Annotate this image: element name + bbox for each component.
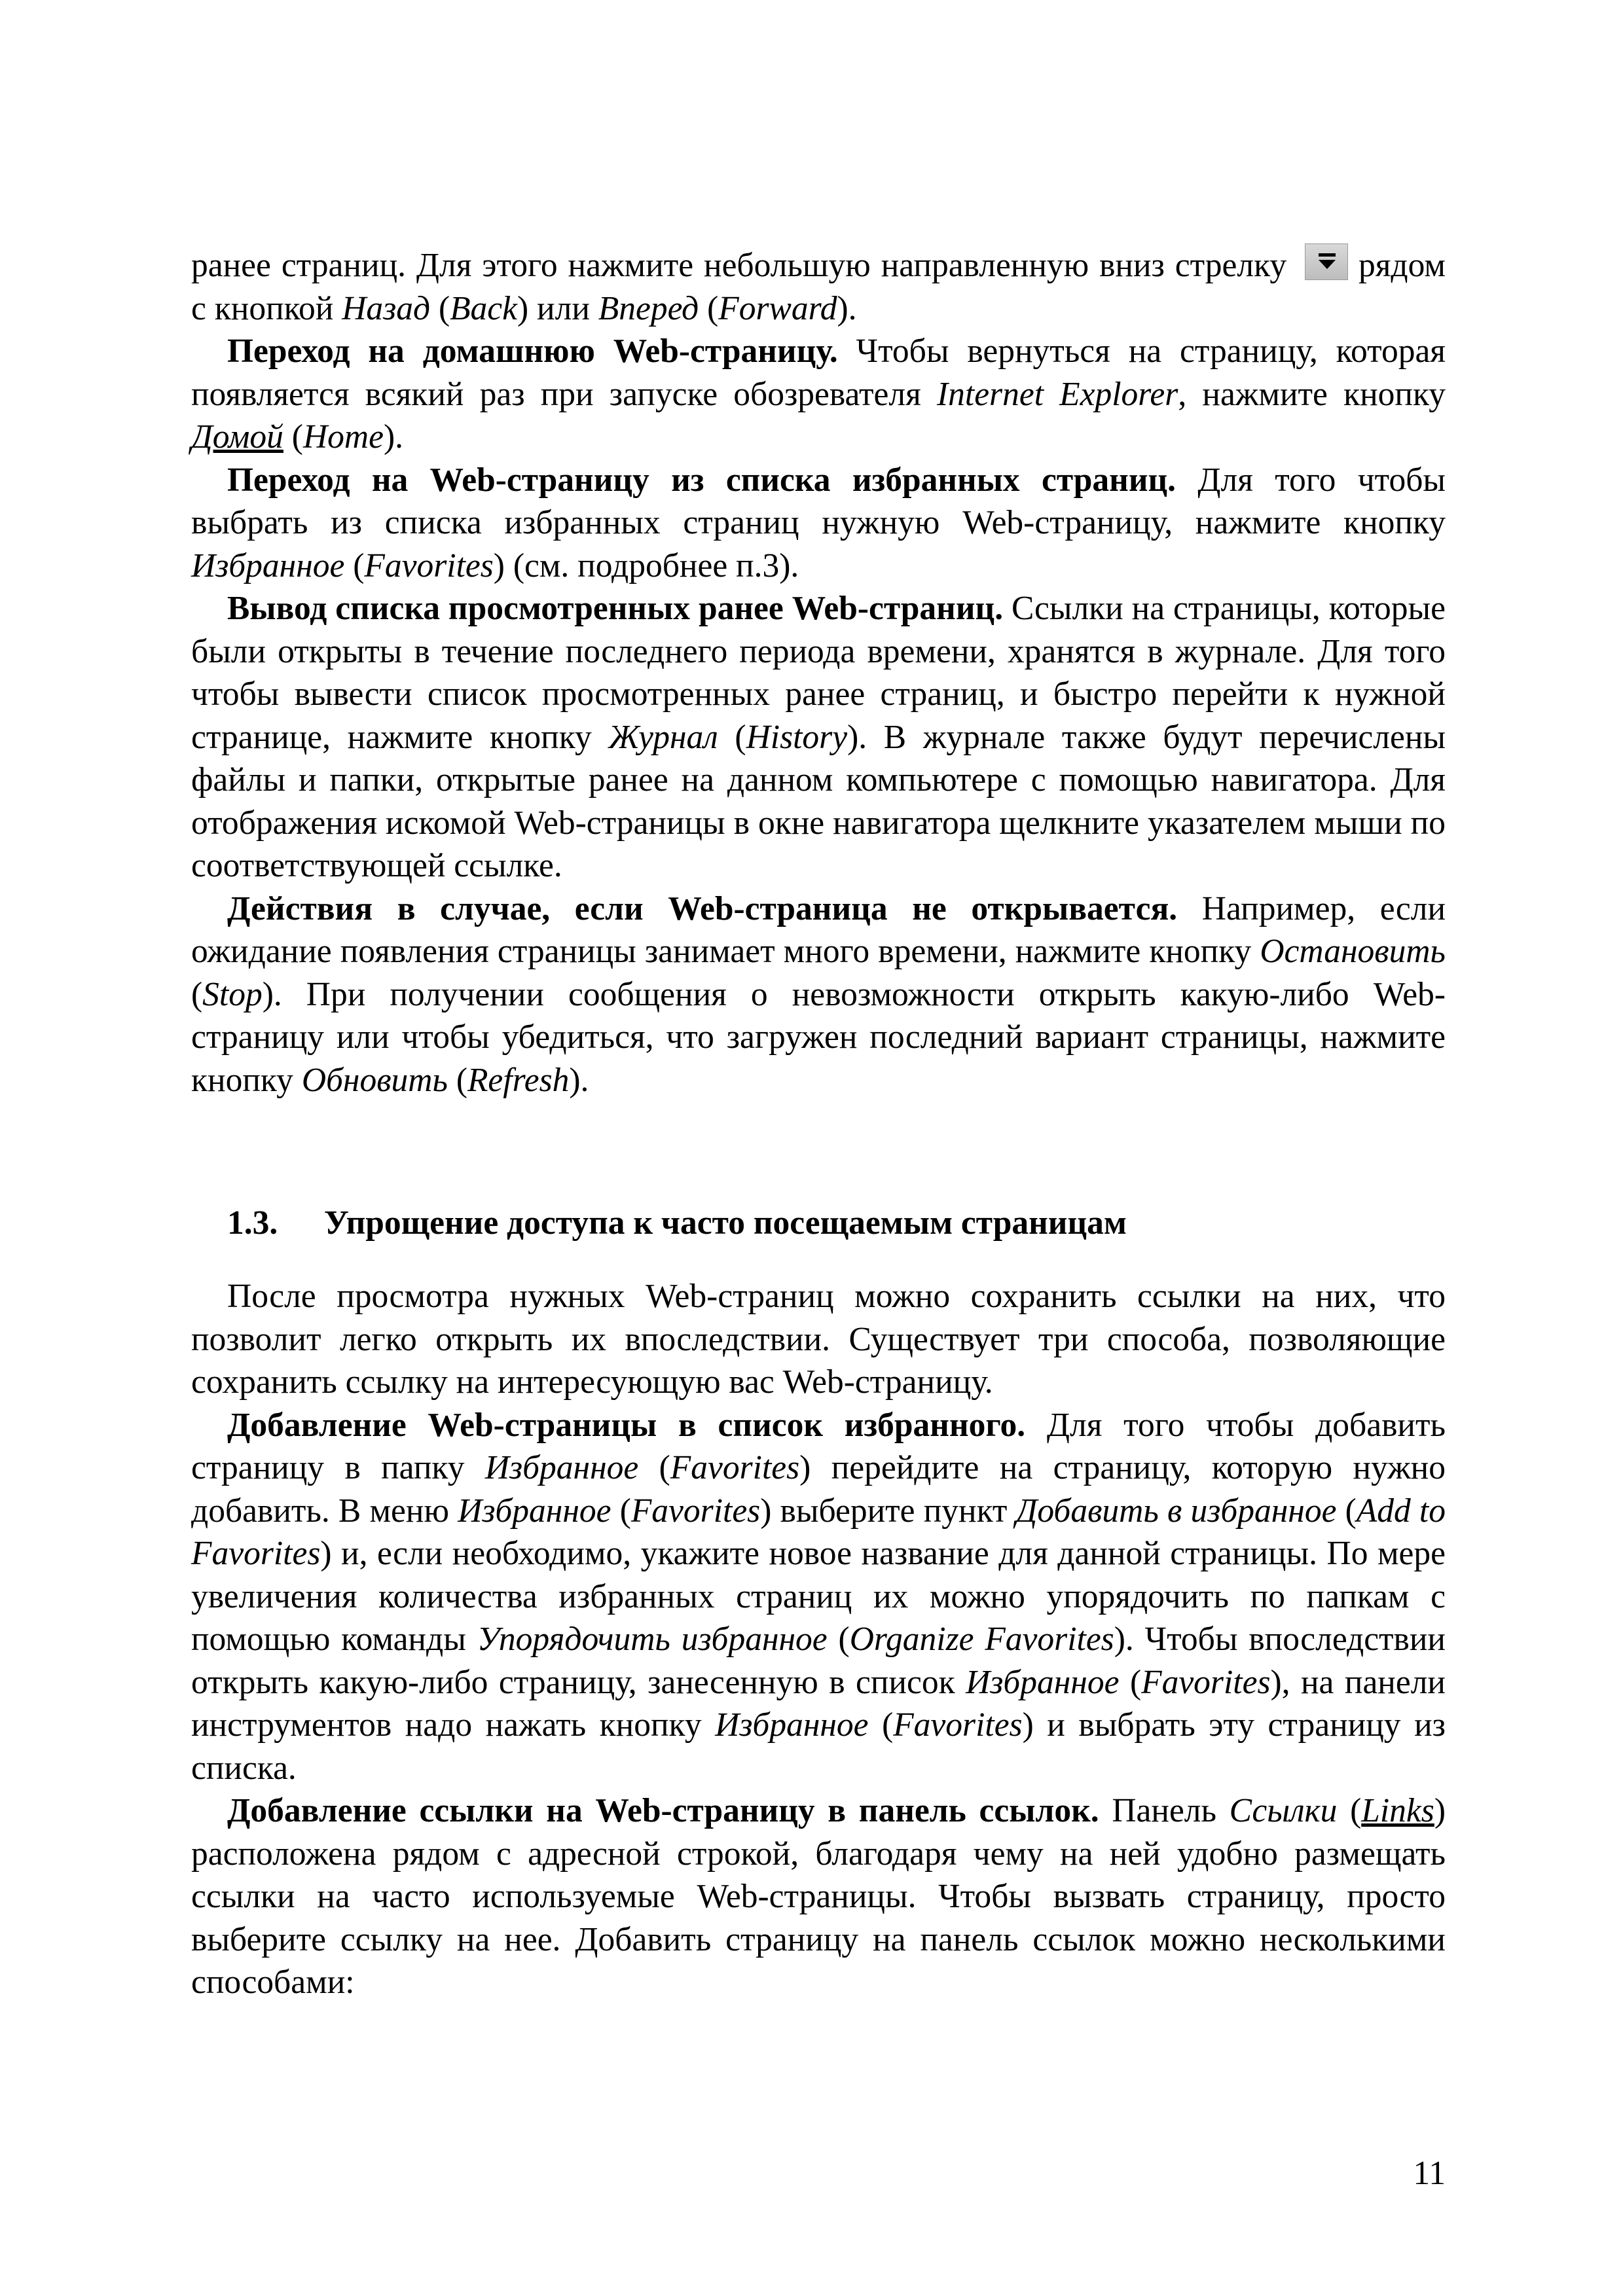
text-run: ).	[383, 418, 403, 456]
text-run: (	[191, 975, 203, 1013]
italic-term: History	[746, 718, 848, 756]
text-run: Для того чтобы выбрать из списка избранных страниц нужную Web-страницу, нажмите кнопку	[191, 461, 1446, 541]
text-run: ) выберите пункт	[760, 1492, 1016, 1530]
text-run: (	[718, 718, 746, 756]
italic-term: Избранное	[458, 1492, 611, 1530]
text-run: рядом с кнопкой	[191, 247, 1446, 327]
paragraph-lead-heading: Добавление ссылки на Web-страницу в панель ссылок.	[227, 1792, 1099, 1829]
italic-term: Обновить	[301, 1061, 448, 1099]
text-run: ), на панели инструментов надо нажать кнопку	[191, 1663, 1446, 1744]
text-run: Например, если ожидание появления страницы занимает много времени, нажмите кнопку	[191, 889, 1446, 970]
italic-term: Favorites	[630, 1492, 761, 1530]
text-run: ) и, если необходимо, укажите новое название для данной страницы. По мере увеличения количества избранных страниц их можно упорядочить по папкам с помощью команды	[191, 1535, 1446, 1658]
italic-term: Organize Favorites	[849, 1621, 1114, 1658]
text-run: (	[283, 418, 303, 456]
text-run: ). В журнале также будут перечислены файлы и папки, открытые ранее на данном компьютере с помощью навигатора. Для отображения искомой Web-страницы в окне навигатора щелкните указателем мыши по соответствующей ссылке.	[191, 718, 1446, 884]
text-run: Панель	[1099, 1792, 1230, 1829]
paragraph-lead-heading: Переход на Web-страницу из списка избранных страниц.	[227, 461, 1176, 499]
italic-term: Refresh	[467, 1061, 570, 1099]
italic-term: Favorites	[1141, 1663, 1271, 1701]
text-run: ). При получении сообщения о невозможности открыть какую-либо Web-страницу или чтобы убедиться, что загружен последний вариант страницы, нажмите кнопку	[191, 975, 1446, 1099]
text-run: ).	[837, 289, 857, 327]
paragraph-favorites-nav	[191, 459, 1446, 588]
text-run: ) или	[517, 289, 598, 327]
text-run: ).	[569, 1061, 589, 1099]
text-run: (	[344, 547, 365, 584]
text-run: ). Чтобы впоследствии открыть какую-либо страницу, занесенную в список	[191, 1621, 1446, 1701]
text-run: (	[827, 1621, 850, 1658]
italic-term: Internet Explorer	[936, 375, 1178, 413]
text-run: Ссылки на страницы, которые были открыты в течение последнего периода времени, хранятся в журнале. Для того чтобы вывести список просмотренных ранее страниц, и быстро перейти к нужной странице, нажмите кнопку	[191, 590, 1446, 756]
text-run: ) (см. подробнее п.3).	[493, 547, 799, 584]
text-run: После просмотра нужных Web-страниц можно сохранить ссылки на них, что позволит легко открыть их впоследствии. Существует три способа, позволяющие сохранить ссылку на интересующую вас Web-страницу.	[191, 1278, 1446, 1401]
section-title: Упрощение доступа к часто посещаемым страницам	[324, 1204, 1127, 1242]
italic-term: Добавить в избранное	[1015, 1492, 1337, 1530]
section-number: 1.3.	[227, 1204, 278, 1242]
text-run: ) расположена рядом с адресной строкой, благодаря чему на ней удобно размещать ссылки на часто используемые Web-страницы. Чтобы вызвать страницу, просто выберите ссылку на нее. Добавить страницу на панель ссылок можно несколькими способами:	[191, 1792, 1446, 2001]
paragraph-lead-heading: Переход на домашнюю Web-страницу.	[227, 332, 838, 370]
italic-term: Back	[450, 289, 518, 327]
paragraph-history-arrow	[191, 243, 1446, 330]
text-run: (	[868, 1706, 894, 1744]
text-run: (	[1119, 1663, 1142, 1701]
italic-term: Домой	[191, 418, 283, 456]
italic-term: Add to Favorites	[191, 1492, 1446, 1572]
italic-term: Избранное	[484, 1449, 639, 1486]
italic-term: Forward	[718, 289, 837, 327]
paragraph-not-opening	[191, 888, 1446, 1102]
italic-term: Вперед	[598, 289, 699, 327]
italic-term: Избранное	[966, 1663, 1120, 1701]
paragraph-intro	[191, 1275, 1446, 1404]
italic-term: Журнал	[608, 718, 718, 756]
italic-term: Home	[302, 418, 384, 456]
text-run: ранее страниц. Для этого нажмите небольшую направленную вниз стрелку	[191, 247, 1298, 284]
text-run: (	[611, 1492, 631, 1530]
dropdown-arrow-icon	[1305, 243, 1348, 280]
text-run: (	[638, 1449, 670, 1486]
italic-term: Favorites	[893, 1706, 1023, 1744]
text-run: (	[1337, 1792, 1362, 1829]
text-run: ) перейдите на страницу, которую нужно добавить. В меню	[191, 1449, 1446, 1530]
italic-term: Favorites	[364, 547, 494, 584]
italic-term: Избранное	[191, 547, 345, 584]
text-block-top	[191, 243, 1446, 1102]
paragraph-home	[191, 330, 1446, 459]
text-run: Чтобы вернуться на страницу, которая появляется всякий раз при запуске обозревателя	[191, 332, 1446, 413]
paragraph-links-bar	[191, 1789, 1446, 2004]
text-run: (	[430, 289, 450, 327]
text-run: Для того чтобы добавить страницу в папку	[191, 1406, 1446, 1486]
italic-term: Links	[1361, 1792, 1434, 1829]
italic-term: Ссылки	[1229, 1792, 1338, 1829]
paragraph-history	[191, 587, 1446, 888]
italic-term: Упорядочить избранное	[477, 1621, 828, 1658]
paragraph-add-favorites	[191, 1404, 1446, 1790]
text-run: ) и выбрать эту страницу из списка.	[191, 1706, 1446, 1787]
italic-term: Остановить	[1260, 933, 1446, 970]
paragraph-lead-heading: Вывод списка просмотренных ранее Web-страниц.	[227, 590, 1004, 627]
text-block-bottom	[191, 1275, 1446, 2004]
section-heading	[227, 1202, 1127, 1244]
text-run: , нажмите кнопку	[1178, 375, 1446, 413]
page-number: 11	[1413, 2155, 1446, 2192]
text-run: (	[699, 289, 719, 327]
italic-term: Favorites	[670, 1449, 800, 1486]
text-run: (	[447, 1061, 467, 1099]
italic-term: Избранное	[715, 1706, 869, 1744]
paragraph-lead-heading: Добавление Web-страницы в список избранного.	[227, 1406, 1026, 1444]
paragraph-lead-heading: Действия в случае, если Web-страница не открывается.	[227, 889, 1178, 927]
italic-term: Stop	[202, 975, 263, 1013]
text-run: (	[1336, 1492, 1357, 1530]
italic-term: Назад	[342, 289, 431, 327]
